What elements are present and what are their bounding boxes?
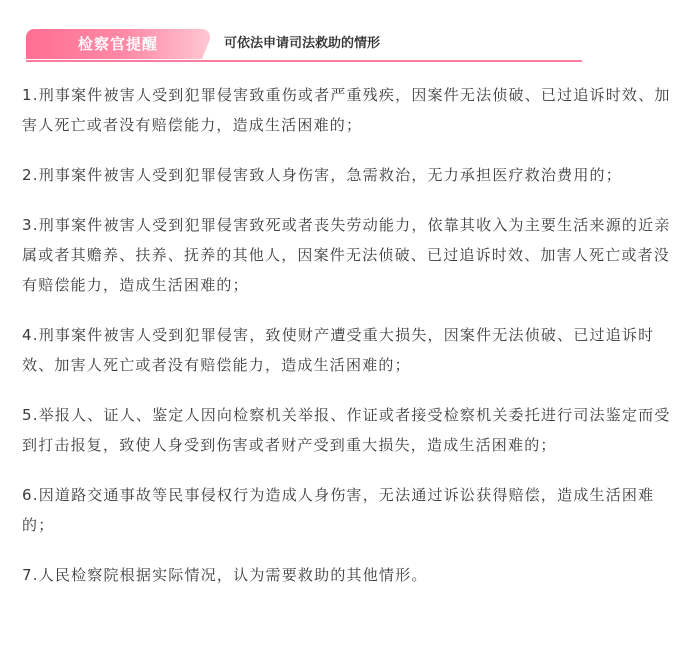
item-list [22,80,676,610]
list-item: 7.人民检察院根据实际情况，认为需要救助的其他情形。 [22,566,428,584]
list-item: 4.刑事案件被害人受到犯罪侵害，致使财产遭受重大损失，因案件无法侦破、已过追诉时效、加害人死亡或者没有赔偿能力，造成生活困难的； [22,326,655,374]
header-underline [26,60,582,62]
list-item: 1.刑事案件被害人受到犯罪侵害致重伤或者严重残疾，因案件无法侦破、已过追诉时效、加害人死亡或者没有赔偿能力，造成生活困难的； [22,86,671,134]
section-header [26,29,582,63]
header-subtitle: 可依法申请司法救助的情形 [224,36,381,51]
list-item: 3.刑事案件被害人受到犯罪侵害致死或者丧失劳动能力，依靠其收入为主要生活来源的近亲属或者其赡养、扶养、抚养的其他人，因案件无法侦破、已过追诉时效、加害人死亡或者没有赔偿能力，造成生活困难的； [22,216,671,294]
list-item: 2.刑事案件被害人受到犯罪侵害致人身伤害，急需救治，无力承担医疗救治费用的； [22,166,622,184]
list-item: 5.举报人、证人、鉴定人因向检察机关举报、作证或者接受检察机关委托进行司法鉴定而受到打击报复，致使人身受到伤害或者财产受到重大损失，造成生活困难的； [22,406,671,454]
header-badge-label: 检察官提醒 [77,35,158,53]
list-item: 6.因道路交通事故等民事侵权行为造成人身伤害，无法通过诉讼获得赔偿，造成生活困难的； [22,486,655,534]
